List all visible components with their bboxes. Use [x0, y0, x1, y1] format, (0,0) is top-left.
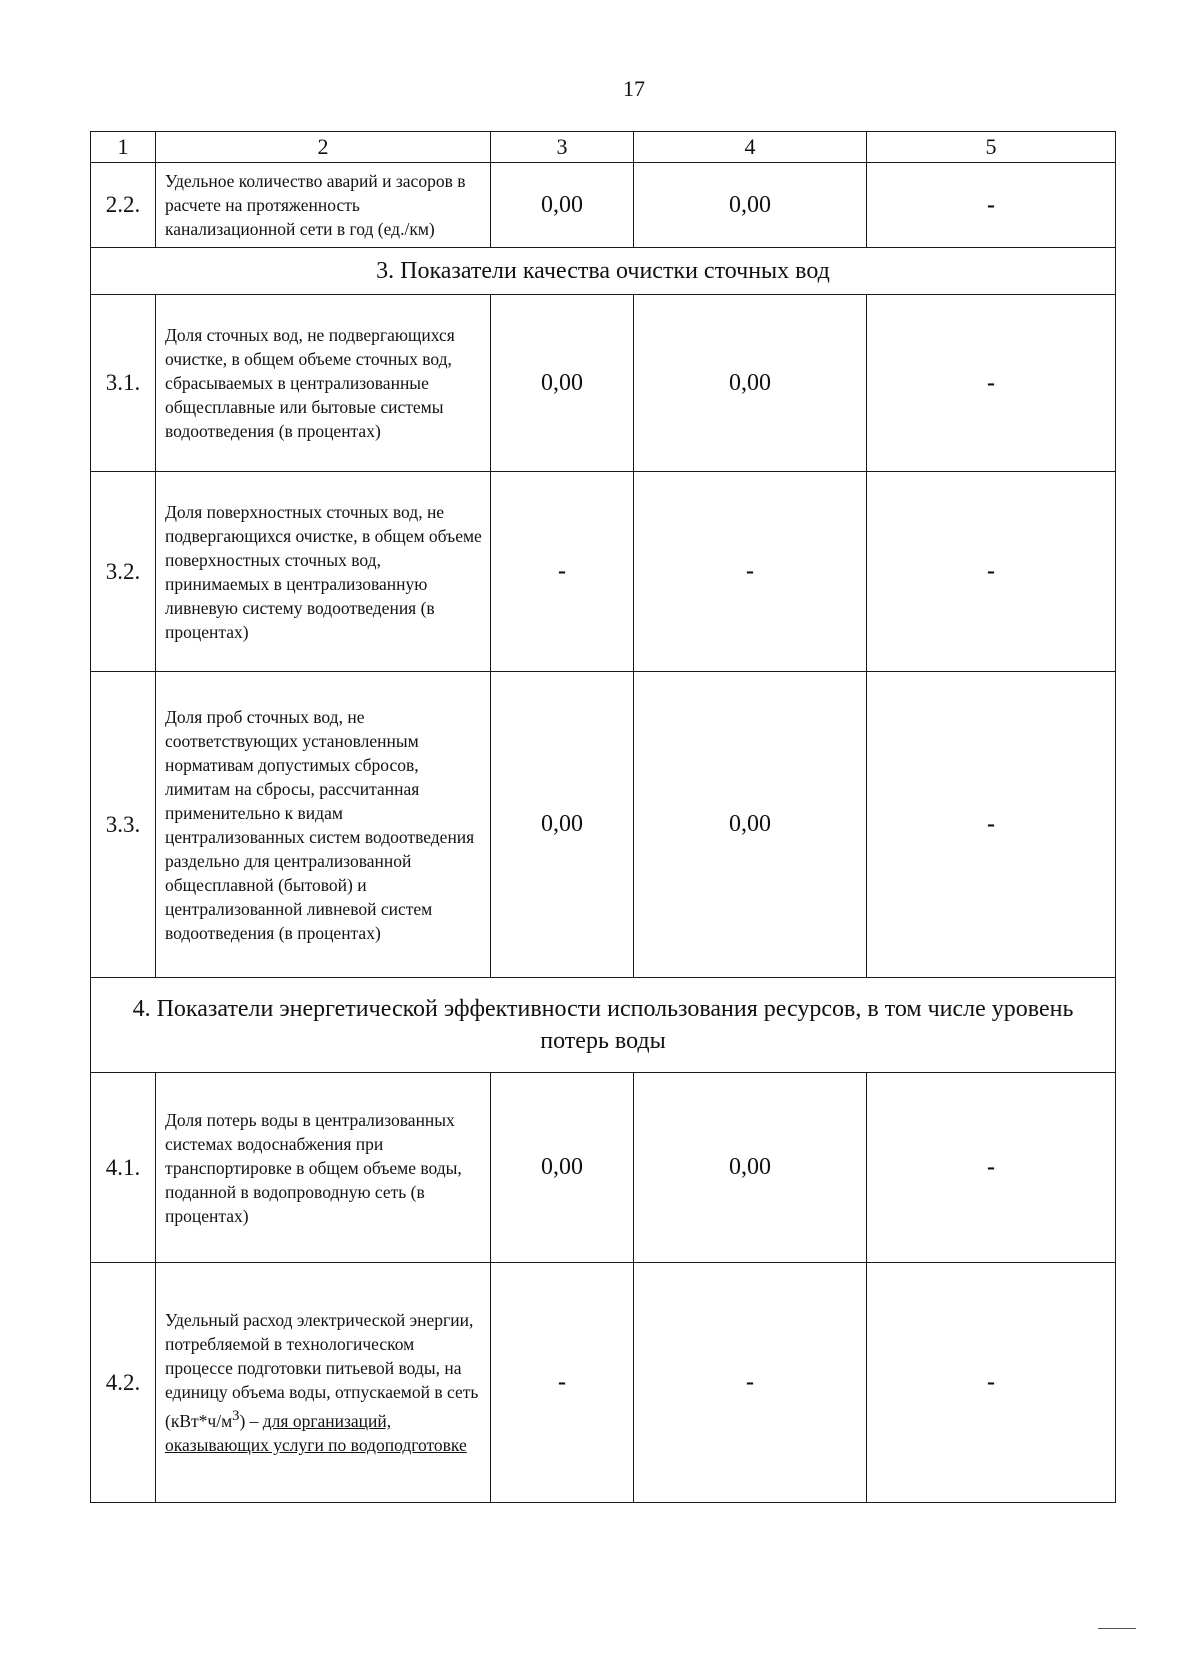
- margin-line: [1098, 1628, 1136, 1629]
- section-3-row: [91, 248, 1116, 295]
- header-col-5: 5: [867, 132, 1116, 163]
- value-col-5: -: [867, 295, 1116, 472]
- table-row-3-3: [91, 672, 1116, 978]
- row-number: 3.2.: [91, 472, 156, 672]
- value-col-4: 0,00: [634, 1073, 867, 1263]
- value-col-3: 0,00: [491, 163, 634, 248]
- header-col-3: 3: [491, 132, 634, 163]
- value-col-4: 0,00: [634, 163, 867, 248]
- row-number: 2.2.: [91, 163, 156, 248]
- value-col-4: 0,00: [634, 672, 867, 978]
- indicator-description: Удельное количество аварий и засоров в расчете на протяженность канализационной сети в год (ед./км): [156, 163, 491, 248]
- table-row-3-1: [91, 295, 1116, 472]
- header-col-1: 1: [91, 132, 156, 163]
- row-number: 4.2.: [91, 1263, 156, 1503]
- section-4-row: [91, 978, 1116, 1073]
- value-col-5: -: [867, 163, 1116, 248]
- table-row-2-2: [91, 163, 1116, 248]
- value-col-3: -: [491, 1263, 634, 1503]
- header-col-2: 2: [156, 132, 491, 163]
- underlined-note: для организаций, оказывающих услуги по водоподготовке: [165, 1410, 467, 1455]
- value-col-4: -: [634, 472, 867, 672]
- indicators-table: [90, 131, 1116, 1503]
- value-col-4: 0,00: [634, 295, 867, 472]
- description-text: Удельный расход электрической энергии, потребляемой в технологическом процессе подготовки питьевой воды, на единицу объема воды, отпускаемой в сеть (кВт*ч/м: [165, 1310, 479, 1431]
- table-row-4-2: [91, 1263, 1116, 1503]
- row-number: 3.1.: [91, 295, 156, 472]
- value-col-5: -: [867, 1263, 1116, 1503]
- indicator-description: Доля потерь воды в централизованных системах водоснабжения при транспортировке в общем объеме воды, поданной в водопроводную сеть (в процентах): [156, 1073, 491, 1263]
- unit-superscript: 3: [232, 1408, 240, 1425]
- section-3-title: 3. Показатели качества очистки сточных вод: [91, 248, 1116, 295]
- value-col-4: -: [634, 1263, 867, 1503]
- indicator-description: Доля проб сточных вод, не соответствующих установленным нормативам допустимых сбросов, лимитам на сбросы, рассчитанная применительно к видам централизованных систем водоотведения раздельно для централизованной общесплавной (бытовой) и централизованной ливневой систем водоотведения (в процентах): [156, 672, 491, 978]
- row-number: 3.3.: [91, 672, 156, 978]
- indicator-description: Доля сточных вод, не подвергающихся очистке, в общем объеме сточных вод, сбрасываемых в централизованные общесплавные или бытовые системы водоотведения (в процентах): [156, 295, 491, 472]
- value-col-5: -: [867, 1073, 1116, 1263]
- page-number: 17: [623, 76, 645, 101]
- value-col-3: 0,00: [491, 1073, 634, 1263]
- row-number: 4.1.: [91, 1073, 156, 1263]
- value-col-5: -: [867, 672, 1116, 978]
- value-col-3: -: [491, 472, 634, 672]
- table-header-row: [91, 132, 1116, 163]
- value-col-3: 0,00: [491, 295, 634, 472]
- table-row-3-2: [91, 472, 1116, 672]
- table-row-4-1: [91, 1073, 1116, 1263]
- header-col-4: 4: [634, 132, 867, 163]
- value-col-5: -: [867, 472, 1116, 672]
- indicator-description: [156, 1263, 491, 1503]
- indicator-description: Доля поверхностных сточных вод, не подвергающихся очистке, в общем объеме поверхностных сточных вод, принимаемых в централизованную ливневую систему водоотведения (в процентах): [156, 472, 491, 672]
- value-col-3: 0,00: [491, 672, 634, 978]
- section-4-title: 4. Показатели энергетической эффективности использования ресурсов, в том числе уровень потерь воды: [91, 978, 1116, 1073]
- description-dash: ) –: [239, 1410, 263, 1431]
